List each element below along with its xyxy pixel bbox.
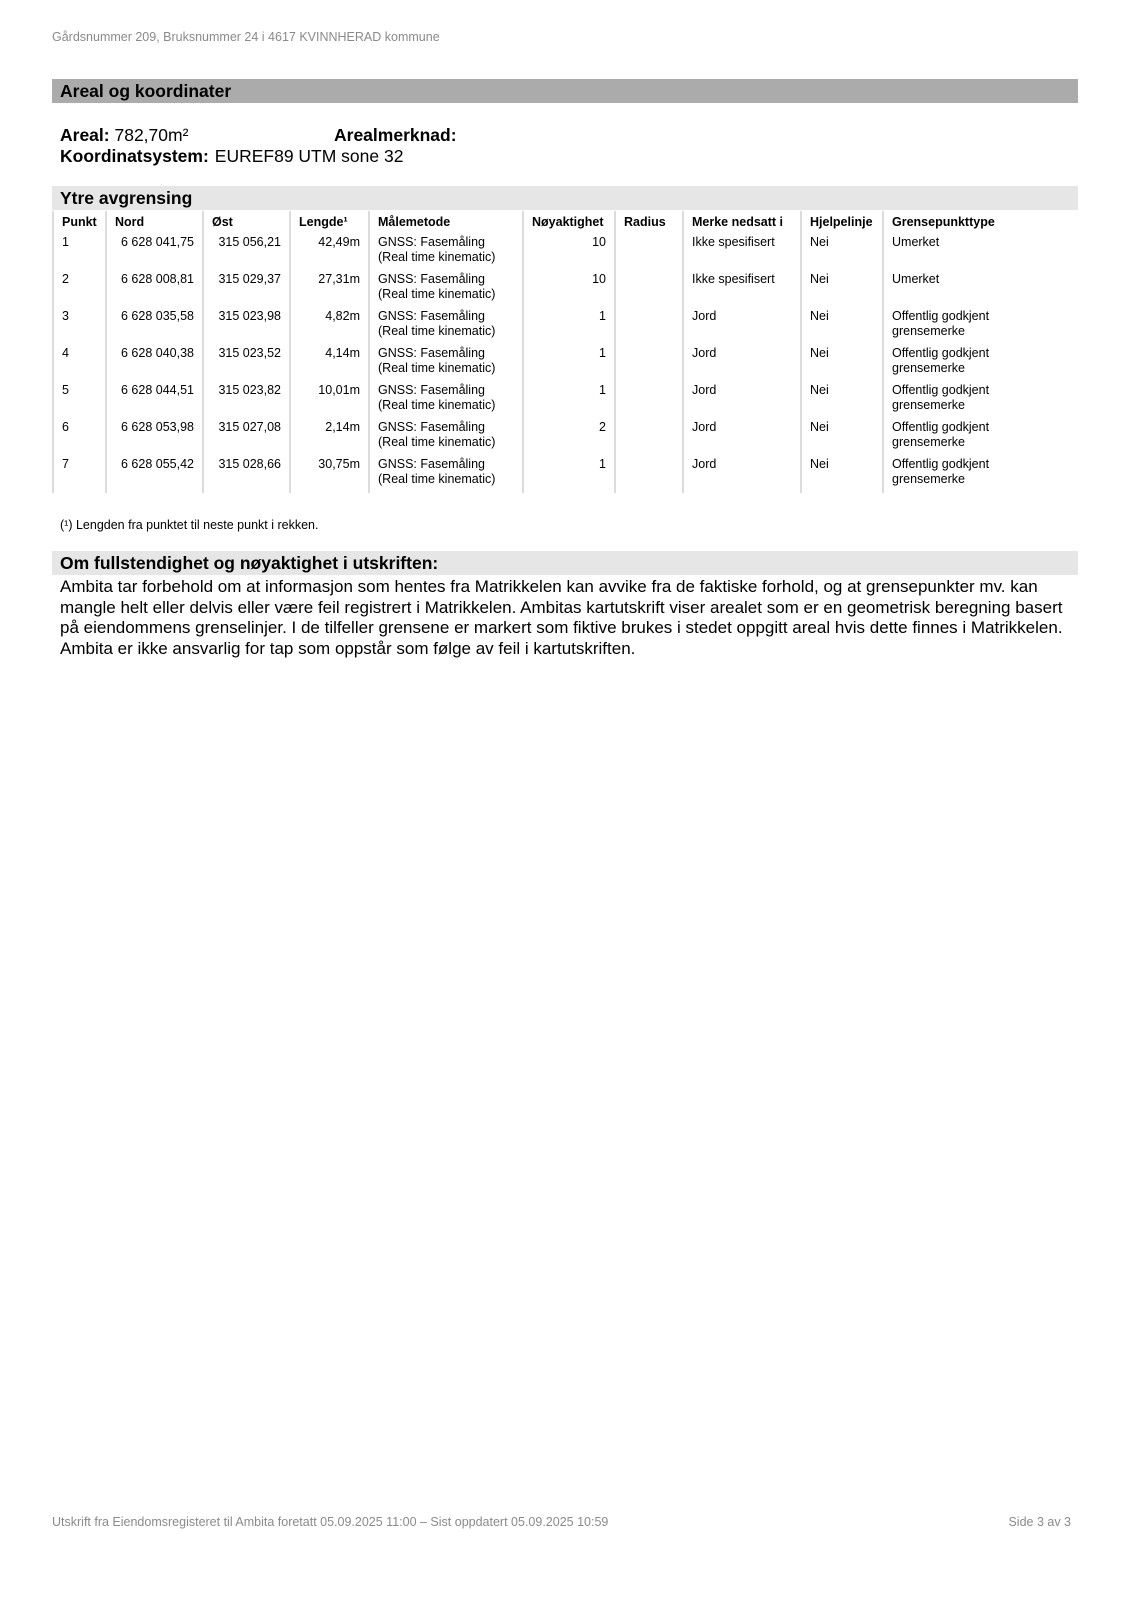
type-line-2: grensemerke bbox=[892, 472, 965, 486]
cell-lengde: 30,75m bbox=[290, 456, 369, 493]
cell-noyaktighet: 10 bbox=[523, 234, 615, 271]
cell-punkt: 6 bbox=[53, 419, 106, 456]
malemetode-line-1: GNSS: Fasemåling bbox=[378, 420, 485, 434]
type-line-1: Umerket bbox=[892, 235, 940, 249]
cell-punkt: 1 bbox=[53, 234, 106, 271]
table-header-row bbox=[53, 211, 1079, 234]
cell-radius bbox=[615, 382, 683, 419]
cell-nord: 6 628 041,75 bbox=[106, 234, 203, 271]
cell-ost: 315 023,98 bbox=[203, 308, 290, 345]
cell-malemetode bbox=[369, 271, 523, 308]
type-line-1: Umerket bbox=[892, 272, 940, 286]
cell-grensepunkttype bbox=[883, 271, 1079, 308]
cell-radius bbox=[615, 234, 683, 271]
cell-radius bbox=[615, 456, 683, 493]
section-title: Om fullstendighet og nøyaktighet i utskriften: bbox=[60, 553, 439, 573]
column-header-noyaktighet: Nøyaktighet bbox=[523, 211, 615, 234]
printout-info: Utskrift fra Eiendomsregisteret til Ambita foretatt 05.09.2025 11:00 – Sist oppdatert 05.09.2025 10:59 bbox=[52, 1515, 609, 1529]
cell-ost: 315 029,37 bbox=[203, 271, 290, 308]
column-header-merke: Merke nedsatt i bbox=[683, 211, 801, 234]
cell-merke: Jord bbox=[683, 308, 801, 345]
page-number: Side 3 av 3 bbox=[1008, 1515, 1071, 1529]
malemetode-line-1: GNSS: Fasemåling bbox=[378, 235, 485, 249]
cell-noyaktighet: 1 bbox=[523, 382, 615, 419]
malemetode-line-2: (Real time kinematic) bbox=[378, 472, 496, 486]
cell-malemetode bbox=[369, 382, 523, 419]
column-header-radius: Radius bbox=[615, 211, 683, 234]
cell-merke: Jord bbox=[683, 419, 801, 456]
column-header-punkt: Punkt bbox=[53, 211, 106, 234]
malemetode-line-1: GNSS: Fasemåling bbox=[378, 309, 485, 323]
table-row bbox=[53, 345, 1079, 382]
cell-punkt: 5 bbox=[53, 382, 106, 419]
cell-nord: 6 628 008,81 bbox=[106, 271, 203, 308]
cell-punkt: 2 bbox=[53, 271, 106, 308]
disclaimer-text: Ambita tar forbehold om at informasjon som hentes fra Matrikkelen kan avvike fra de faktiske forhold, og at grensepunkter mv. kan mangle helt eller delvis eller være feil registrert i Matrikkelen. Ambitas kartutskrift viser arealet som er en geometrisk beregning basert på eiendommens grenselinjer. I de tilfeller grensene er markert som fiktive brukes i stedet oppgitt areal hvis dette finnes i Matrikkelen. Ambita er ikke ansvarlig for tap som oppstår som følge av feil i kartutskriften. bbox=[60, 577, 1063, 658]
column-header-nord: Nord bbox=[106, 211, 203, 234]
cell-grensepunkttype bbox=[883, 234, 1079, 271]
malemetode-line-2: (Real time kinematic) bbox=[378, 361, 496, 375]
column-header-hjelpelinje: Hjelpelinje bbox=[801, 211, 883, 234]
cell-ost: 315 027,08 bbox=[203, 419, 290, 456]
cell-lengde: 10,01m bbox=[290, 382, 369, 419]
cell-merke: Jord bbox=[683, 382, 801, 419]
cell-nord: 6 628 044,51 bbox=[106, 382, 203, 419]
malemetode-line-2: (Real time kinematic) bbox=[378, 324, 496, 338]
cell-punkt: 7 bbox=[53, 456, 106, 493]
type-line-1: Offentlig godkjent bbox=[892, 346, 990, 360]
type-line-1: Offentlig godkjent bbox=[892, 420, 990, 434]
cell-nord: 6 628 035,58 bbox=[106, 308, 203, 345]
cell-grensepunkttype bbox=[883, 345, 1079, 382]
cell-lengde: 4,82m bbox=[290, 308, 369, 345]
section-title: Ytre avgrensing bbox=[60, 188, 193, 208]
malemetode-line-1: GNSS: Fasemåling bbox=[378, 457, 485, 471]
cell-ost: 315 023,82 bbox=[203, 382, 290, 419]
cell-hjelpelinje: Nei bbox=[801, 456, 883, 493]
cell-merke: Ikke spesifisert bbox=[683, 234, 801, 271]
cell-noyaktighet: 1 bbox=[523, 345, 615, 382]
cell-hjelpelinje: Nei bbox=[801, 308, 883, 345]
cell-hjelpelinje: Nei bbox=[801, 345, 883, 382]
cell-malemetode bbox=[369, 419, 523, 456]
cell-noyaktighet: 2 bbox=[523, 419, 615, 456]
areal-label: Areal: bbox=[60, 125, 110, 145]
cell-grensepunkttype bbox=[883, 419, 1079, 456]
cell-merke: Ikke spesifisert bbox=[683, 271, 801, 308]
arealmerknad-label: Arealmerknad: bbox=[334, 125, 457, 145]
cell-punkt: 4 bbox=[53, 345, 106, 382]
malemetode-line-1: GNSS: Fasemåling bbox=[378, 272, 485, 286]
column-header-malemetode: Målemetode bbox=[369, 211, 523, 234]
cell-nord: 6 628 055,42 bbox=[106, 456, 203, 493]
cell-lengde: 42,49m bbox=[290, 234, 369, 271]
cell-nord: 6 628 040,38 bbox=[106, 345, 203, 382]
cell-merke: Jord bbox=[683, 456, 801, 493]
table-row bbox=[53, 456, 1079, 493]
column-header-ost: Øst bbox=[203, 211, 290, 234]
cell-hjelpelinje: Nei bbox=[801, 419, 883, 456]
table-row bbox=[53, 234, 1079, 271]
cell-hjelpelinje: Nei bbox=[801, 234, 883, 271]
type-line-1: Offentlig godkjent bbox=[892, 457, 990, 471]
column-header-lengde: Lengde¹ bbox=[290, 211, 369, 234]
malemetode-line-2: (Real time kinematic) bbox=[378, 398, 496, 412]
section-header-ytre-avgrensing bbox=[52, 186, 1078, 210]
koordinatsystem-row bbox=[60, 146, 403, 167]
malemetode-line-2: (Real time kinematic) bbox=[378, 250, 496, 264]
table-row bbox=[53, 382, 1079, 419]
cell-grensepunkttype bbox=[883, 382, 1079, 419]
type-line-2: grensemerke bbox=[892, 435, 965, 449]
table-row bbox=[53, 308, 1079, 345]
areal-value: 782,70m² bbox=[114, 125, 189, 145]
length-footnote: (¹) Lengden fra punktet til neste punkt i rekken. bbox=[60, 518, 319, 532]
cell-grensepunkttype bbox=[883, 308, 1079, 345]
cell-merke: Jord bbox=[683, 345, 801, 382]
cell-hjelpelinje: Nei bbox=[801, 271, 883, 308]
cell-radius bbox=[615, 308, 683, 345]
cell-noyaktighet: 10 bbox=[523, 271, 615, 308]
type-line-1: Offentlig godkjent bbox=[892, 383, 990, 397]
cell-lengde: 27,31m bbox=[290, 271, 369, 308]
cell-grensepunkttype bbox=[883, 456, 1079, 493]
cell-hjelpelinje: Nei bbox=[801, 382, 883, 419]
type-line-2: grensemerke bbox=[892, 398, 965, 412]
area-info bbox=[60, 125, 457, 167]
cell-ost: 315 023,52 bbox=[203, 345, 290, 382]
type-line-1: Offentlig godkjent bbox=[892, 309, 990, 323]
arealmerknad bbox=[334, 125, 457, 146]
cell-radius bbox=[615, 271, 683, 308]
section-title: Areal og koordinater bbox=[60, 81, 232, 101]
malemetode-line-1: GNSS: Fasemåling bbox=[378, 383, 485, 397]
cell-punkt: 3 bbox=[53, 308, 106, 345]
column-header-grensepunkttype: Grensepunkttype bbox=[883, 211, 1079, 234]
section-header-disclaimer bbox=[52, 551, 1078, 575]
cell-malemetode bbox=[369, 345, 523, 382]
boundary-points-table bbox=[52, 211, 1079, 493]
malemetode-line-2: (Real time kinematic) bbox=[378, 435, 496, 449]
table-row bbox=[53, 419, 1079, 456]
table-row bbox=[53, 271, 1079, 308]
type-line-2: grensemerke bbox=[892, 361, 965, 375]
cell-ost: 315 028,66 bbox=[203, 456, 290, 493]
cell-noyaktighet: 1 bbox=[523, 308, 615, 345]
cell-radius bbox=[615, 345, 683, 382]
cell-malemetode bbox=[369, 456, 523, 493]
koordinatsystem-value: EUREF89 UTM sone 32 bbox=[214, 146, 404, 166]
malemetode-line-1: GNSS: Fasemåling bbox=[378, 346, 485, 360]
cell-radius bbox=[615, 419, 683, 456]
cell-lengde: 4,14m bbox=[290, 345, 369, 382]
koordinatsystem-label: Koordinatsystem: bbox=[60, 146, 209, 166]
type-line-2: grensemerke bbox=[892, 324, 965, 338]
property-header: Gårdsnummer 209, Bruksnummer 24 i 4617 KVINNHERAD kommune bbox=[52, 30, 440, 44]
cell-malemetode bbox=[369, 308, 523, 345]
cell-noyaktighet: 1 bbox=[523, 456, 615, 493]
malemetode-line-2: (Real time kinematic) bbox=[378, 287, 496, 301]
cell-malemetode bbox=[369, 234, 523, 271]
section-header-areal bbox=[52, 79, 1078, 103]
cell-lengde: 2,14m bbox=[290, 419, 369, 456]
cell-ost: 315 056,21 bbox=[203, 234, 290, 271]
areal-row bbox=[60, 125, 457, 146]
cell-nord: 6 628 053,98 bbox=[106, 419, 203, 456]
